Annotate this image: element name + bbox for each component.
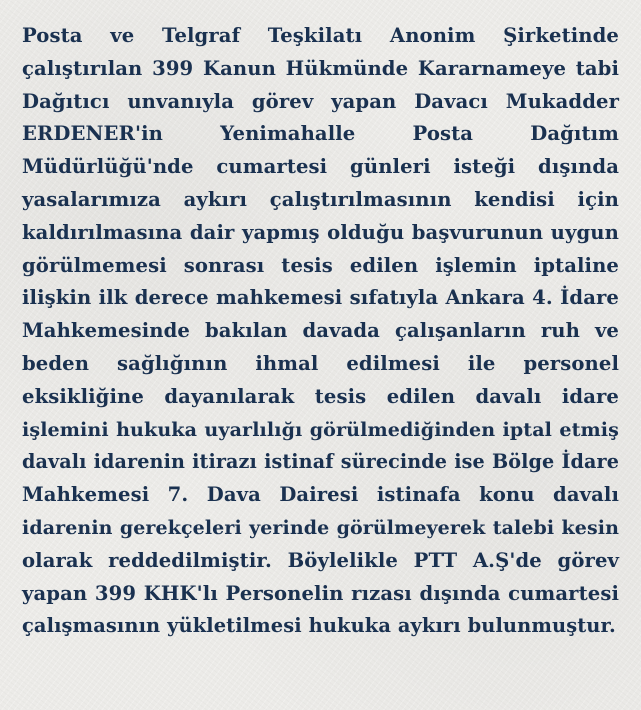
paragraph-line: beden sağlığının ihmal edilmesi ile personel [22,351,619,375]
paragraph-line: olarak reddedilmiştir. Böylelikle PTT A.Ş'de görev [22,548,619,572]
paragraph-line: Dağıtıcı unvanıyla görev yapan Davacı Mukadder [22,89,619,113]
paragraph-line: çalıştırılan 399 Kanun Hükmünde Kararnameye tabi [22,56,619,80]
paragraph-line: ERDENER'in Yenimahalle Posta Dağıtım [22,122,619,146]
paragraph-line: çalışmasının yükletilmesi hukuka aykırı bulunmuştur. [22,614,616,638]
paragraph-line: işlemini hukuka uyarlılığı görülmediğinden iptal etmiş [22,418,619,441]
paragraph-line: görülmemesi sonrası tesis edilen işlemin iptaline [22,253,619,277]
paragraph-line: kaldırılmasına dair yapmış olduğu başvurunun uygun [22,220,619,244]
paragraph-line: Müdürlüğü'nde cumartesi günleri isteği dışında [22,155,619,179]
body-paragraph [22,20,619,643]
paragraph-line: Posta ve Telgraf Teşkilatı Anonim Şirketinde [22,24,619,47]
paragraph-line: Mahkemesi 7. Dava Dairesi istinafa konu davalı [22,483,619,507]
paragraph-line: eksikliğine dayanılarak tesis edilen davalı idare [22,384,619,408]
paragraph-line: ilişkin ilk derece mahkemesi sıfatıyla Ankara 4. İdare [22,286,619,310]
paragraph-line: Mahkemesinde bakılan davada çalışanların ruh ve [22,319,619,343]
paragraph-line: idarenin gerekçeleri yerinde görülmeyerek talebi kesin [22,516,619,539]
paragraph-line: yapan 399 KHK'lı Personelin rızası dışında cumartesi [22,581,619,605]
paragraph-line: yasalarımıza aykırı çalıştırılmasının kendisi için [22,187,619,211]
paragraph-line: davalı idarenin itirazı istinaf sürecinde ise Bölge İdare [22,450,619,474]
